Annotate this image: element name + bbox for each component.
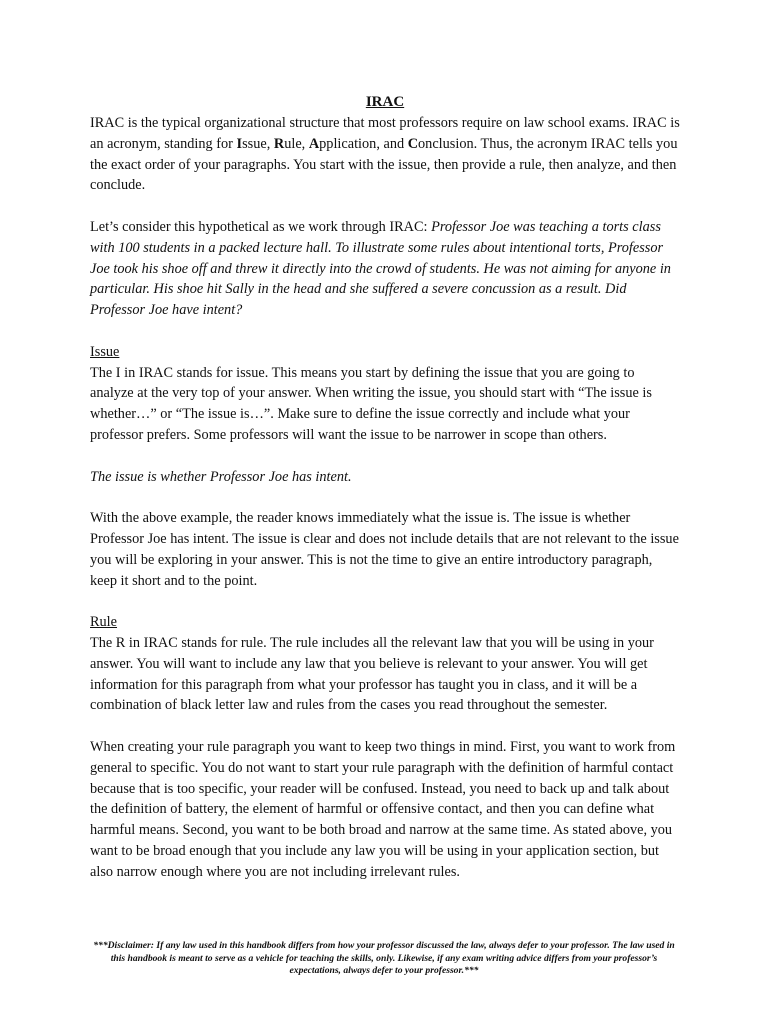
intro-paragraph (90, 113, 680, 196)
rule-paragraph: The R in IRAC stands for rule. The rule includes all the relevant law that you will be using in your answer. You will want to include any law that you believe is relevant to your answer. You will get information for this paragraph from what your professor has taught you in class, and it will be a combination of black letter law and rules from the cases you read throughout the semester. (90, 634, 654, 714)
page-title: IRAC (365, 94, 405, 110)
intro-text: IRAC is the typical organizational structure that most professors require on law school exams. IRAC is an acronym, standing for (90, 115, 680, 152)
disclaimer-footer: ***Disclaimer: If any law used in this handbook differs from how your professor discussed the law, always defer to your professor. The law used in this handbook is meant to serve as a vehicle for teaching the skills, only. Likewise, if any exam writing advice differs from your professor’s expectations, always defer to your professor.*** (93, 940, 675, 977)
issue-example-text: The issue is whether Professor Joe has intent. (90, 468, 352, 485)
rule-paragraph-2: When creating your rule paragraph you want to keep two things in mind. First, you want to work from general to specific. You do not want to start your rule paragraph with the definition of harmful contact because that is too specific, your reader will be confused. Instead, you need to back up and talk about the definition of battery, the element of harmful or offensive contact, and then you can define what harmful means. Second, you want to be both broad and narrow at the same time. As stated above, you want to be broad enough that you include any law you will be using in your application section, but also narrow enough where you are not including irrelevant rules. (90, 738, 676, 880)
issue-example (90, 467, 680, 488)
intro-text-rule: ule, (284, 135, 309, 152)
intro-text-conclusion: onclusion. Thus, the acronym IRAC tells you the exact order of your paragraphs. You start with the issue, then provide a rule, then analyze, and then conclude. (90, 135, 678, 194)
hypothetical-paragraph (90, 217, 680, 321)
issue-explanation-paragraph: With the above example, the reader knows immediately what the issue is. The issue is whether Professor Joe has intent. The issue is clear and does not include details that are not relevant to the issue you will be exploring in your answer. This is not the time to give an entire introductory paragraph, keep it short and to the point. (90, 510, 679, 589)
hypothetical-lead: Let’s consider this hypothetical as we work through IRAC: (90, 218, 432, 235)
section-heading-rule: Rule (90, 614, 118, 631)
issue-paragraph: The I in IRAC stands for issue. This means you start by defining the issue that you are going to analyze at the very top of your answer. When writing the issue, you should start with “The issue is whether…” or “The issue is…”. Make sure to define the issue correctly and include what your professor prefers. Some professors will want the issue to be narrower in scope than others. (90, 364, 652, 443)
section-heading-issue: Issue (90, 343, 120, 360)
acronym-letter-c: C (407, 135, 419, 152)
intro-text-application: pplication, and (319, 135, 408, 152)
hypothetical-text: Professor Joe was teaching a torts class with 100 students in a packed lecture hall. To illustrate some rules about intentional torts, Professor Joe took his shoe off and threw it directly into the crowd of students. He was not aiming for anyone in particular. His shoe hit Sally in the head and she suffered a severe concussion as a result. Did Professor Joe have intent? (90, 218, 671, 319)
acronym-letter-a: A (308, 135, 320, 152)
acronym-letter-r: R (273, 135, 285, 152)
acronym-letter-i: I (236, 135, 243, 152)
intro-text-issue: ssue, (242, 135, 274, 152)
